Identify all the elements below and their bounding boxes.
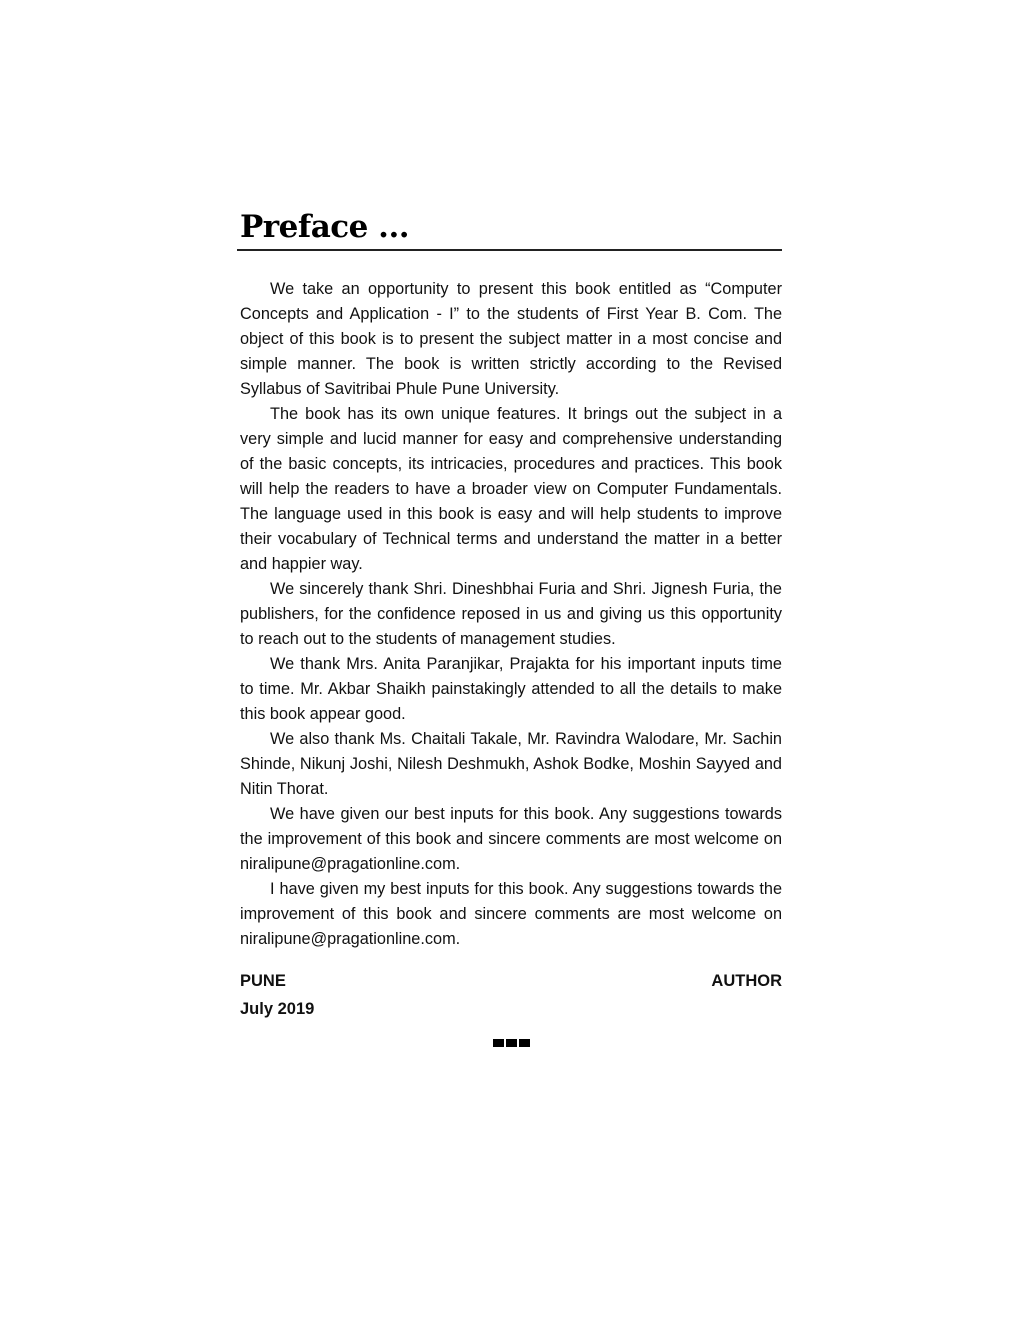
preface-body bbox=[240, 277, 782, 952]
page-title: Preface ... bbox=[240, 209, 410, 245]
paragraph-5: We also thank Ms. Chaitali Takale, Mr. Ravindra Walodare, Mr. Sachin Shinde, Nikunj Joshi, Nilesh Deshmukh, Ashok Bodke, Moshin Sayyed and Nitin Thorat. bbox=[240, 729, 782, 798]
end-mark-block bbox=[519, 1039, 530, 1047]
title-underline bbox=[237, 249, 782, 251]
end-of-section-mark bbox=[240, 1039, 782, 1047]
paragraph-1: We take an opportunity to present this book entitled as “Computer Concepts and Application - I” to the students of First Year B. Com. The object of this book is to present the subject matter in a most concise and simple manner. The book is written strictly according to the Revised Syllabus of Savitribai Phule Pune University. bbox=[240, 279, 782, 398]
paragraph-6: We have given our best inputs for this book. Any suggestions towards the improvement of this book and sincere comments are most welcome on niralipune@pragationline.com. bbox=[240, 804, 782, 873]
signature-line bbox=[240, 967, 782, 995]
preface-page bbox=[240, 205, 782, 1047]
signature-place: PUNE bbox=[240, 971, 286, 990]
paragraph-7: I have given my best inputs for this book. Any suggestions towards the improvement of this book and sincere comments are most welcome on niralipune@pragationline.com. bbox=[240, 879, 782, 948]
paragraph-3: We sincerely thank Shri. Dineshbhai Furia and Shri. Jignesh Furia, the publishers, for the confidence reposed in us and giving us this opportunity to reach out to the students of management studies. bbox=[240, 579, 782, 648]
signature-date: July 2019 bbox=[240, 999, 315, 1018]
end-mark-block bbox=[493, 1039, 504, 1047]
paragraph-4: We thank Mrs. Anita Paranjikar, Prajakta for his important inputs time to time. Mr. Akbar Shaikh painstakingly attended to all the details to make this book appear good. bbox=[240, 654, 782, 723]
paragraph-2: The book has its own unique features. It brings out the subject in a very simple and lucid manner for easy and comprehensive understanding of the basic concepts, its intricacies, procedures and practices. This book will help the readers to have a broader view on Computer Fundamentals. The language used in this book is easy and will help students to improve their vocabulary of Technical terms and understand the matter in a better and happier way. bbox=[240, 404, 782, 573]
end-mark-block bbox=[506, 1039, 517, 1047]
signature-author: AUTHOR bbox=[711, 971, 782, 990]
